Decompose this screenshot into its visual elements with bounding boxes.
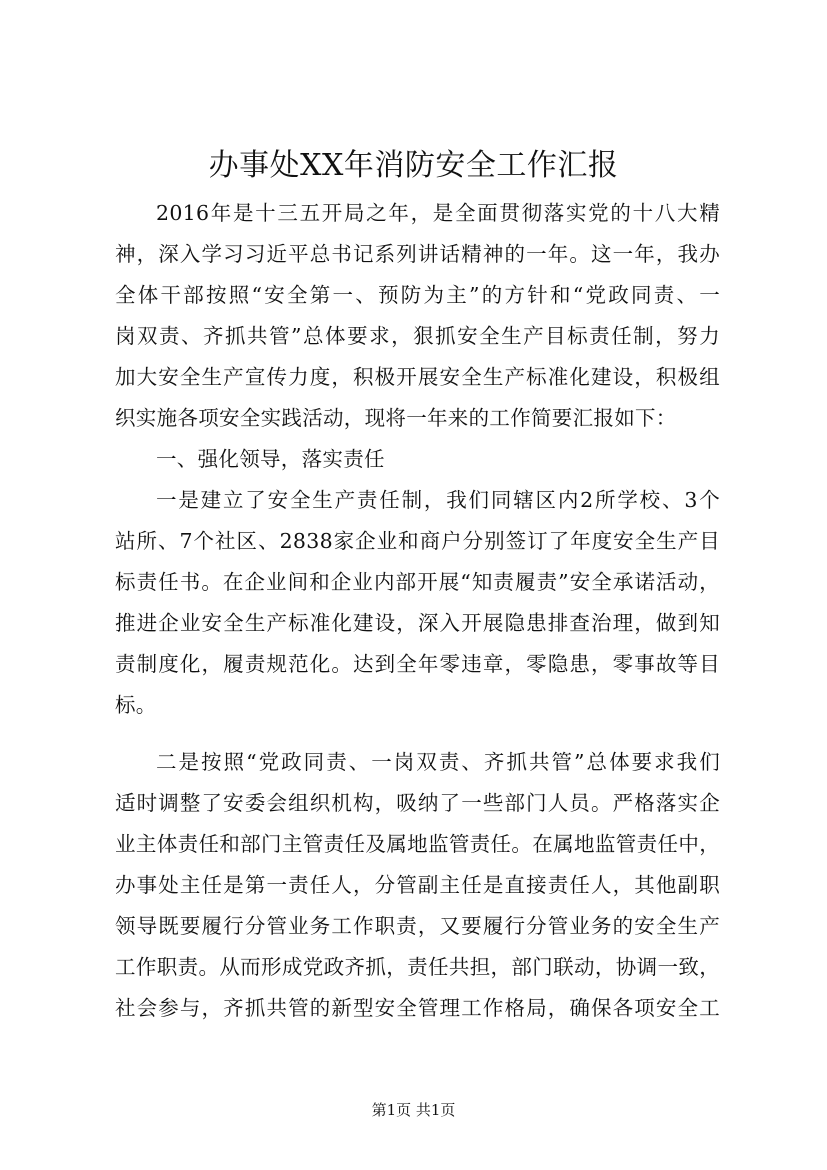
paragraph-line: 全体干部按照“安全第一、预防为主”的方针和“党政同责、一 (115, 283, 720, 307)
paragraph-line: 工作职责。从而形成党政齐抓，责任共担，部门联动，协调一致， (115, 955, 720, 979)
paragraph-line: 加大安全生产宣传力度，积极开展安全生产标准化建设，积极组 (115, 365, 720, 389)
paragraph-line: 责制度化，履责规范化。达到全年零违章，零隐患，零事故等目 (115, 652, 720, 676)
paragraph-line: 岗双责、齐抓共管”总体要求，狠抓安全生产目标责任制，努力 (115, 324, 720, 348)
paragraph-spacer (115, 726, 720, 742)
section-heading: 一、强化领导，落实责任 (156, 447, 385, 471)
page-footer: 第1页 共1页 (371, 1101, 456, 1119)
paragraph-line: 适时调整了安委会组织机构，吸纳了一些部门人员。严格落实企 (115, 791, 720, 815)
paragraph-line: 社会参与，齐抓共管的新型安全管理工作格局，确保各项安全工 (115, 996, 720, 1020)
paragraph-line: 神，深入学习习近平总书记系列讲话精神的一年。这一年，我办 (115, 242, 720, 266)
paragraph-line: 标责任书。在企业间和企业内部开展“知责履责”安全承诺活动， (115, 570, 720, 594)
paragraph-line: 织实施各项安全实践活动，现将一年来的工作简要汇报如下： (115, 406, 677, 430)
paragraph-line: 一是建立了安全生产责任制，我们同辖区内2所学校、3个 (156, 488, 720, 512)
document-title: 办事处XX年消防安全工作汇报 (208, 148, 619, 183)
document-body (115, 193, 720, 1029)
paragraph-line: 推进企业安全生产标准化建设，深入开展隐患排查治理，做到知 (115, 611, 720, 635)
paragraph-line: 办事处主任是第一责任人，分管副主任是直接责任人，其他副职 (115, 873, 720, 897)
paragraph-line: 2016年是十三五开局之年，是全面贯彻落实党的十八大精 (156, 201, 720, 225)
paragraph-line: 业主体责任和部门主管责任及属地监管责任。在属地监管责任中， (115, 832, 720, 856)
paragraph-line: 领导既要履行分管业务工作职责，又要履行分管业务的安全生产 (115, 914, 720, 938)
paragraph-line: 站所、7个社区、2838家企业和商户分别签订了年度安全生产目 (115, 529, 720, 553)
paragraph-line: 标。 (115, 693, 157, 717)
paragraph-line: 二是按照“党政同责、一岗双责、齐抓共管”总体要求我们 (156, 750, 720, 774)
